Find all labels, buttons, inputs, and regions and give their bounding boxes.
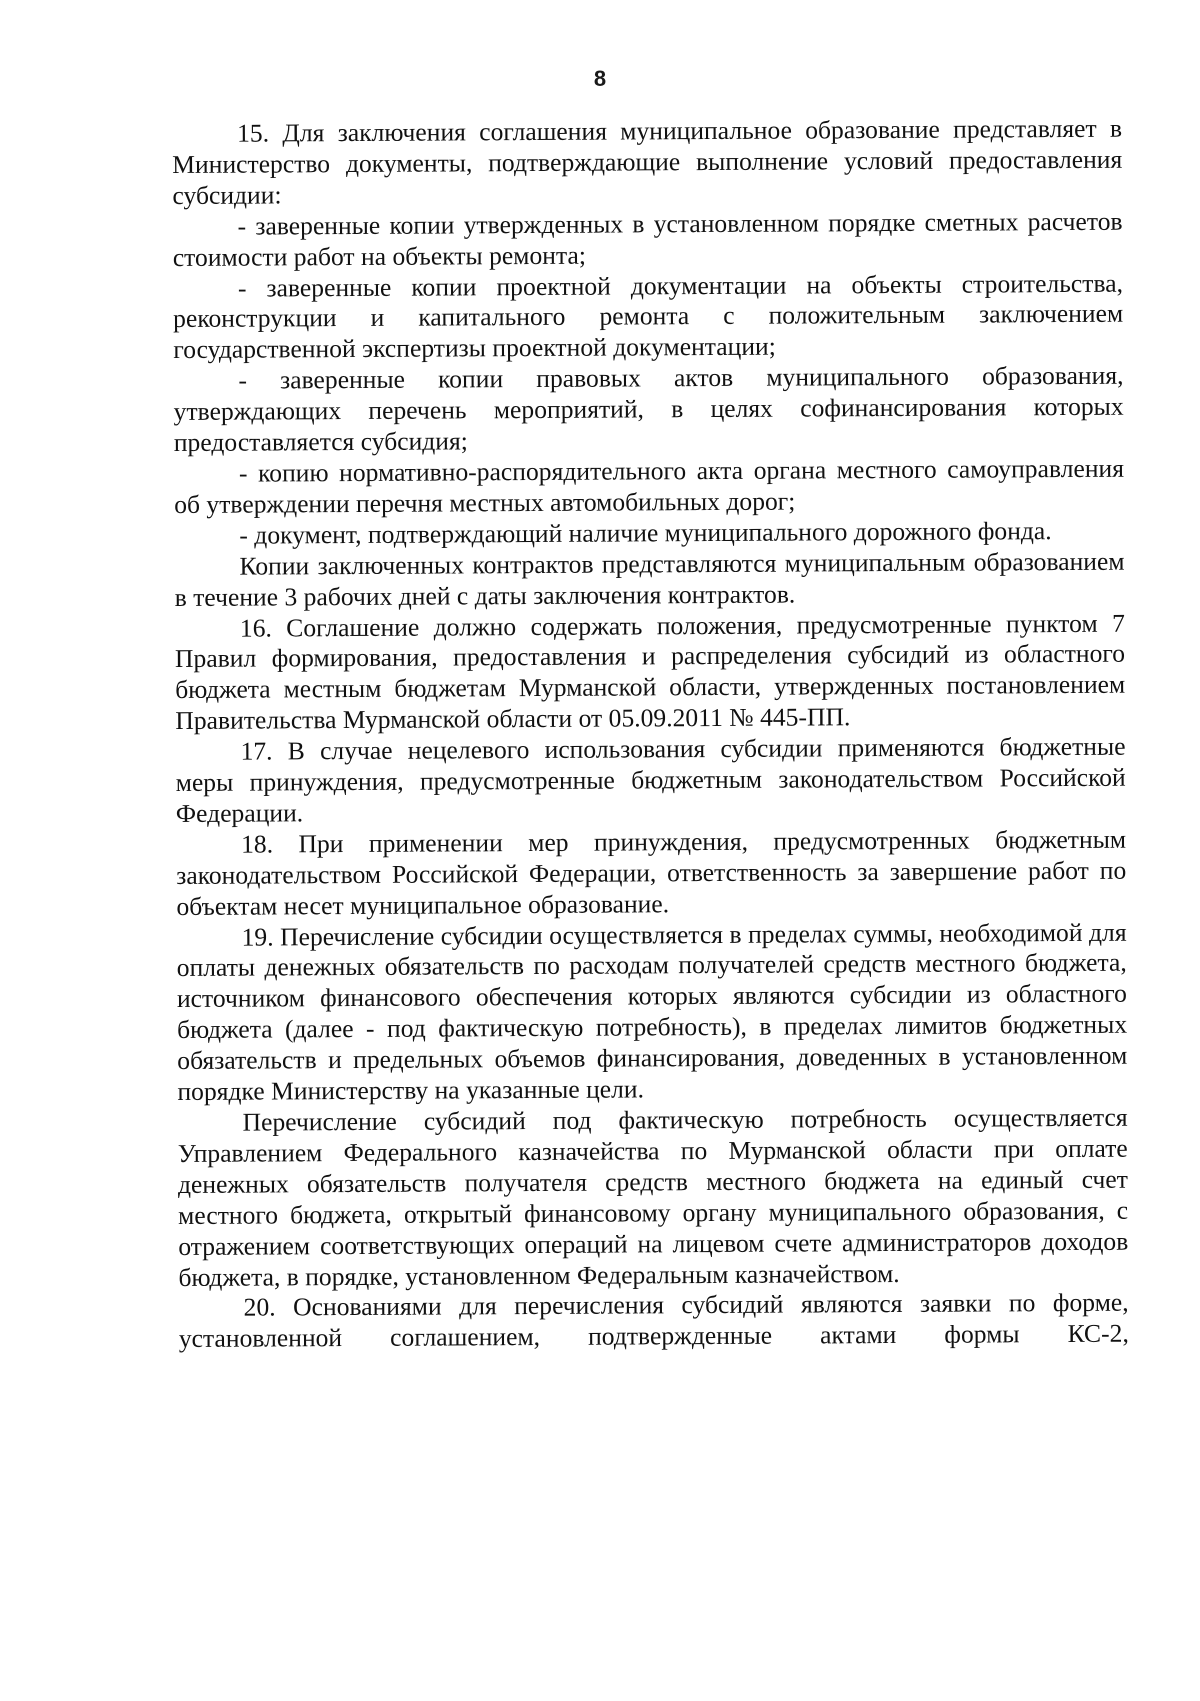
paragraph-16: 16. Соглашение должно содержать положения, предусмотренные пунктом 7 Правил формирования, предоставления и распределения субсидий из областного бюджета местным бюджетам Мурманской области, утвержденных постановлением Правительства Мурманской области от 05.09.2011 № 445-ПП. bbox=[174, 608, 1126, 736]
paragraph-18: 18. При применении мер принуждения, предусмотренных бюджетным законодательством Российской Федерации, ответственность за завершение работ по объектам несет муниципальное образование. bbox=[176, 824, 1127, 921]
document-body bbox=[172, 114, 1129, 1356]
paragraph-19: 19. Перечисление субсидии осуществляется в пределах суммы, необходимой для оплаты денежных обязательств по расходам получателей средств местного бюджета, источником финансового обеспечения которых являются субсидии из областного бюджета (далее - под фактическую потребность), в пределах лимитов бюджетных обязательств и предельных объемов финансирования, доведенных в установленном порядке Министерству на указанные цели. bbox=[176, 917, 1128, 1107]
list-item-road-list-act: - копию нормативно-распорядительного акта органа местного самоуправления об утверждении перечня местных автомобильных дорог; bbox=[174, 453, 1125, 519]
paragraph-19-transfer: Перечисление субсидий под фактическую потребность осуществляется Управлением Федерального казначейства по Мурманской области при оплате денежных обязательств получателя средств местного бюджета на единый счет местного бюджета, открытый финансовому органу муниципального образования, с отражением соответствующих операций на лицевом счете администраторов доходов бюджета, в порядке, установленном Федеральным казначейством. bbox=[177, 1102, 1129, 1292]
paragraph-17: 17. В случае нецелевого использования субсидии применяются бюджетные меры принуждения, предусмотренные бюджетным законодательством Российской Федерации. bbox=[175, 731, 1126, 828]
list-item-road-fund: - документ, подтверждающий наличие муниципального дорожного фонда. bbox=[239, 515, 1052, 550]
paragraph-15: 15. Для заключения соглашения муниципальное образование представляет в Министерство документы, подтверждающие выполнение условий предоставления субсидии: bbox=[172, 113, 1123, 210]
list-item-estimates: - заверенные копии утвержденных в установленном порядке сметных расчетов стоимости работ на объекты ремонта; bbox=[172, 206, 1123, 272]
list-item-project-docs: - заверенные копии проектной документации на объекты строительства, реконструкции и капитального ремонта с положительным заключением государственной экспертизы проектной документации; bbox=[173, 268, 1124, 365]
list-item-legal-acts: - заверенные копии правовых актов муниципального образования, утверждающих перечень мероприятий, в целях софинансирования которых предоставляется субсидия; bbox=[173, 360, 1124, 458]
paragraph-20: 20. Основаниями для перечисления субсидий являются заявки по форме, установленной соглашением, подтвержденные актами формы КС-2, bbox=[178, 1288, 1129, 1354]
page-number: 8 bbox=[593, 66, 607, 91]
paragraph-contract-copies: Копии заключенных контрактов представляются муниципальным образованием в течение 3 рабочих дней с даты заключения контрактов. bbox=[174, 546, 1125, 612]
